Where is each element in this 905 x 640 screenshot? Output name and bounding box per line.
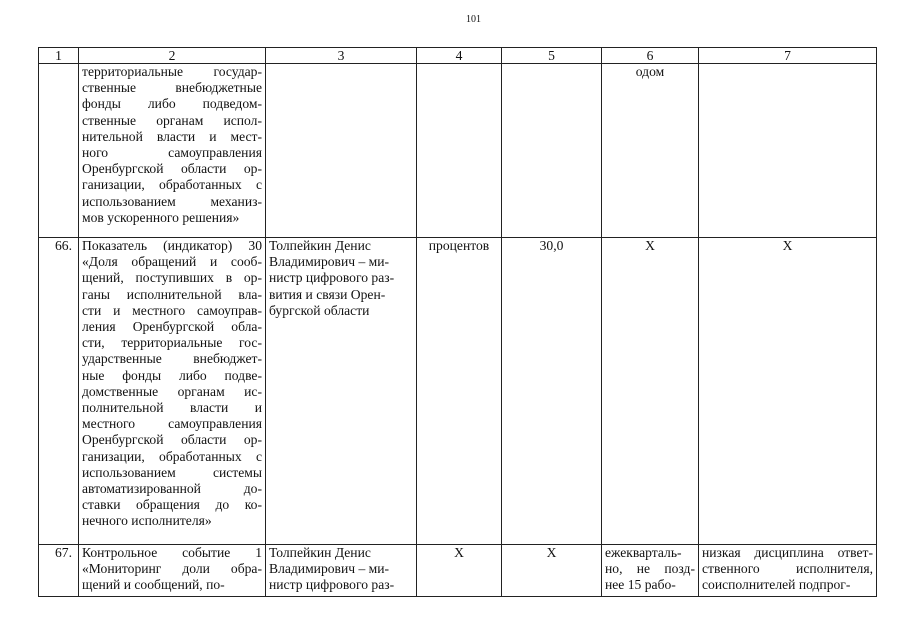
row-risk — [699, 545, 877, 597]
cell-line: Владимирович – ми- — [269, 561, 390, 577]
row-value: 30,0 — [502, 238, 602, 545]
cell-line: соисполнителей подпрог- — [702, 577, 851, 593]
cell-line: ления Оренбургской обла- — [82, 319, 262, 335]
cell-line: нее 15 рабо- — [605, 577, 676, 593]
cell-line: «Доля обращений и сооб- — [82, 254, 262, 270]
cell-line: сти и местного самоуправ- — [82, 302, 262, 318]
header-cell: 4 — [417, 48, 502, 64]
row-value — [502, 64, 602, 238]
page-number: 101 — [466, 14, 481, 25]
cell-line: ственные органам испол- — [82, 112, 262, 128]
row-risk — [699, 64, 877, 238]
cell-line: ные фонды либо подве- — [82, 367, 262, 383]
row-unit: процентов — [417, 238, 502, 545]
cell-line: ганизации, обработанных с — [82, 448, 262, 464]
table-row — [39, 238, 877, 545]
cell-line: Оренбургской области ор- — [82, 161, 262, 177]
row-term: Х — [602, 238, 699, 545]
row-unit — [417, 64, 502, 238]
cell-line: ударственные внебюджет- — [82, 351, 262, 367]
cell-line: нительной власти и мест- — [82, 128, 262, 144]
row-name — [79, 238, 266, 545]
cell-line: бургской области — [269, 302, 370, 318]
cell-line: Владимирович – ми- — [269, 254, 390, 270]
cell-line: ганы исполнительной вла- — [82, 286, 262, 302]
cell-line: ставки обращения до ко- — [82, 497, 262, 513]
cell-line: местного самоуправления — [82, 416, 262, 432]
header-cell: 2 — [79, 48, 266, 64]
cell-line: сти, территориальные гос- — [82, 335, 262, 351]
row-risk: Х — [699, 238, 877, 545]
cell-line: нечного исполнителя» — [82, 513, 212, 529]
cell-line: ежекварталь- — [605, 545, 682, 560]
row-responsible — [266, 64, 417, 238]
row-value: Х — [502, 545, 602, 597]
cell-line: щений и сообщений, по- — [82, 577, 225, 593]
row-term — [602, 545, 699, 597]
header-cell: 1 — [39, 48, 79, 64]
cell-line: полнительной власти и — [82, 400, 262, 416]
cell-line: использованием системы — [82, 464, 262, 480]
cell-line: Оренбургской области ор- — [82, 432, 262, 448]
row-number: 66. — [39, 238, 79, 545]
cell-line: территориальные государ- — [82, 64, 262, 79]
table-header-row — [39, 48, 877, 64]
cell-line: ного самоуправления — [82, 145, 262, 161]
row-responsible — [266, 545, 417, 597]
cell-line: Показатель (индикатор) 30 — [82, 238, 262, 253]
cell-line: Толпейкин Денис — [269, 238, 371, 253]
cell-line: вития и связи Орен- — [269, 286, 386, 302]
cell-line: ственного исполнителя, — [702, 561, 873, 577]
cell-line: фонды либо подведом- — [82, 96, 262, 112]
cell-line: но, не позд- — [605, 561, 695, 577]
cell-line: ганизации, обработанных с — [82, 177, 262, 193]
cell-line: использованием механиз- — [82, 193, 262, 209]
table-row — [39, 64, 877, 238]
header-cell: 5 — [502, 48, 602, 64]
cell-line: нистр цифрового раз- — [269, 577, 395, 593]
row-responsible — [266, 238, 417, 545]
cell-line: ственные внебюджетные — [82, 80, 262, 96]
header-cell: 6 — [602, 48, 699, 64]
row-number — [39, 64, 79, 238]
cell-line: Контрольное событие 1 — [82, 545, 262, 560]
cell-line: домственные органам ис- — [82, 383, 262, 399]
row-name — [79, 545, 266, 597]
table-row — [39, 545, 877, 597]
row-name — [79, 64, 266, 238]
row-number: 67. — [39, 545, 79, 597]
header-cell: 3 — [266, 48, 417, 64]
cell-line: Толпейкин Денис — [269, 545, 371, 560]
document-table — [38, 47, 877, 597]
cell-line: нистр цифрового раз- — [269, 270, 395, 286]
row-unit: Х — [417, 545, 502, 597]
cell-line: щений, поступивших в ор- — [82, 270, 262, 286]
header-cell: 7 — [699, 48, 877, 64]
cell-line: низкая дисциплина ответ- — [702, 545, 873, 560]
row-term: одом — [602, 64, 699, 238]
cell-line: «Мониторинг доли обра- — [82, 561, 262, 577]
cell-line: автоматизированной до- — [82, 481, 262, 497]
cell-line: мов ускоренного решения» — [82, 209, 240, 225]
